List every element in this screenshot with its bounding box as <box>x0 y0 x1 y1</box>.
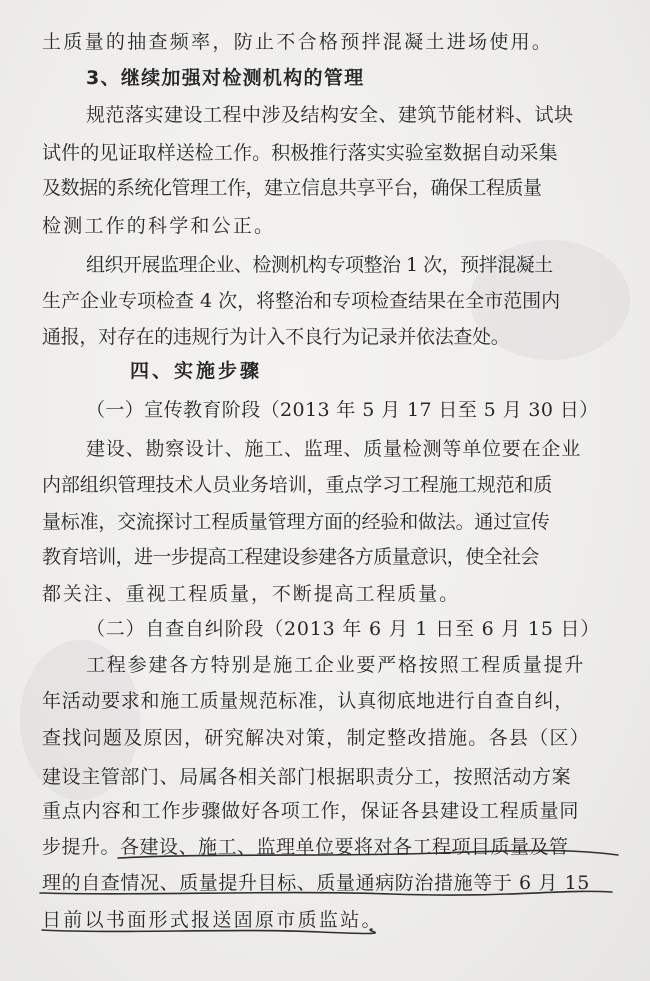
body-text-line: 建设主管部门、局属各相关部门根据职责分工，按照活动方案 <box>42 766 572 788</box>
body-text-line: 步提升。各建设、施工、监理单位要将对各工程项目质量及管 <box>42 836 569 858</box>
body-text-line: 量标准，交流探讨工程质量管理方面的经验和做法。通过宣传 <box>42 511 550 533</box>
paragraph-first-line: 规范落实建设工程中涉及结构安全、建筑节能材料、试块 <box>86 104 574 126</box>
body-text-line: 重点内容和工作步骤做好各项工作，保证各县建设工程质量同 <box>42 800 580 822</box>
body-text-line: 教育培训，进一步提高工程建设参建各方质量意识，使全社会 <box>42 546 539 568</box>
section-heading-implementation-steps: 四、实施步骤 <box>130 360 263 382</box>
paragraph-first-line: 工程参建各方特别是施工企业要严格按照工程质量提升 <box>86 654 586 676</box>
paragraph-first-line: 组织开展监理企业、检测机构专项整治 1 次，预拌混凝土 <box>86 254 553 276</box>
body-text-line: 查找问题及原因，研究解决对策，制定整改措施。各县（区） <box>42 727 591 749</box>
body-text-line: 理的自查情况、质量提升目标、质量通病防治措施等于 6 月 15 <box>42 872 590 894</box>
body-text-line: 试件的见证取样送检工作。积极推行落实实验室数据自动采集 <box>42 142 558 164</box>
body-text-line: 检测工作的科学和公正。 <box>42 215 276 237</box>
stage-heading-publicity: （一）宣传教育阶段（2013 年 5 月 17 日至 5 月 30 日） <box>86 399 599 421</box>
body-text-line: 生产企业专项检查 4 次，将整治和专项检查结果在全市范围内 <box>42 290 561 312</box>
section-heading-3: 3、继续加强对检测机构的管理 <box>86 67 365 89</box>
body-text-line: 通报，对存在的违规行为计入不良行为记录并依法查处。 <box>42 326 510 348</box>
body-text-line: 及数据的系统化管理工作，建立信息共享平台，确保工程质量 <box>42 177 542 199</box>
stage-heading-self-check: （二）自查自纠阶段（2013 年 6 月 1 日至 6 月 15 日） <box>86 618 601 640</box>
body-text-line: 年活动要求和施工质量规范标准，认真彻底地进行自查自纠， <box>42 690 574 712</box>
body-text-line: 日前以书面形式报送固原市质监站。 <box>42 909 383 931</box>
body-text-line: 内部组织管理技术人员业务培训，重点学习工程施工规范和质 <box>42 474 553 496</box>
paragraph-first-line: 建设、勘察设计、施工、监理、质量检测等单位要在企业 <box>86 438 582 460</box>
body-text-line: 土质量的抽查频率，防止不合格预拌混凝土进场使用。 <box>42 31 554 53</box>
body-text-line: 都关注、重视工程质量，不断提高工程质量。 <box>42 583 461 605</box>
